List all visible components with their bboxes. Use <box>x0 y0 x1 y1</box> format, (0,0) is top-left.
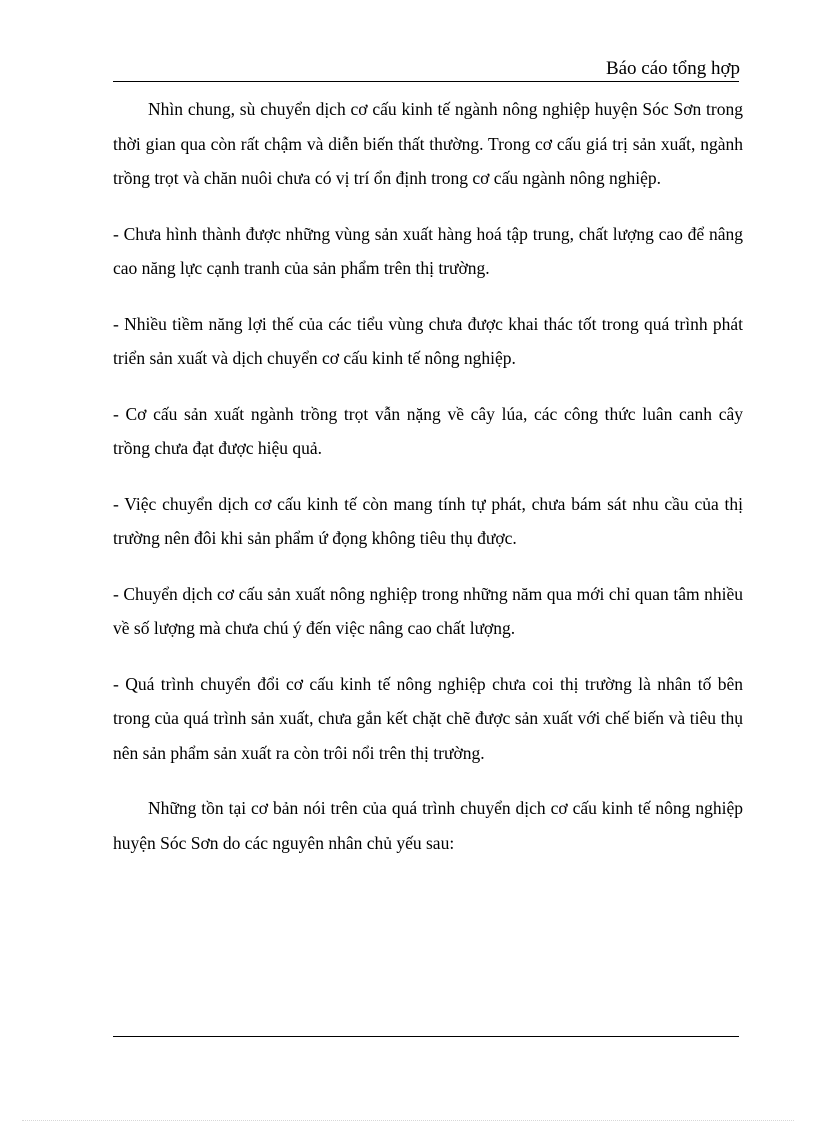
bullet-item: - Quá trình chuyển đổi cơ cấu kinh tế nông nghiệp chưa coi thị trường là nhân tố bên trong của quá trình sản xuất, chưa gắn kết chặt chẽ được sản xuất với chế biến và tiêu thụ nên sản phẩm sản xuất ra còn trôi nổi trên thị trường. <box>113 673 743 763</box>
footer-divider <box>113 1036 739 1037</box>
bullet-item: - Chưa hình thành được những vùng sản xuất hàng hoá tập trung, chất lượng cao để nâng cao năng lực cạnh tranh của sản phẩm trên thị trường. <box>113 223 743 278</box>
document-body <box>113 92 743 881</box>
bullet-item: - Cơ cấu sản xuất ngành trồng trọt vẫn nặng về cây lúa, các công thức luân canh cây trồng chưa đạt được hiệu quả. <box>113 403 743 458</box>
bullet-item: - Việc chuyển dịch cơ cấu kinh tế còn mang tính tự phát, chưa bám sát nhu cầu của thị trường nên đôi khi sản phẩm ứ đọng không tiêu thụ được. <box>113 493 743 548</box>
paragraph-summary: Nhìn chung, sù chuyển dịch cơ cấu kinh tế ngành nông nghiệp huyện Sóc Sơn trong thời gian qua còn rất chậm và diễn biến thất thường. Trong cơ cấu giá trị sản xuất, ngành trồng trọt và chăn nuôi chưa có vị trí ổn định trong cơ cấu ngành nông nghiệp. <box>113 99 743 188</box>
bullet-item: - Chuyển dịch cơ cấu sản xuất nông nghiệp trong những năm qua mới chỉ quan tâm nhiều về số lượng mà chưa chú ý đến việc nâng cao chất lượng. <box>113 583 743 638</box>
bullet-item: - Nhiều tiềm năng lợi thế của các tiểu vùng chưa được khai thác tốt trong quá trình phát triển sản xuất và dịch chuyển cơ cấu kinh tế nông nghiệp. <box>113 313 743 368</box>
header-divider <box>113 81 739 82</box>
page-header-title: Báo cáo tổng hợp <box>605 58 740 79</box>
paragraph-conclusion: Những tồn tại cơ bản nói trên của quá trình chuyển dịch cơ cấu kinh tế nông nghiệp huyện Sóc Sơn do các nguyên nhân chủ yếu sau: <box>113 798 743 853</box>
page-bottom-edge <box>22 1120 794 1121</box>
